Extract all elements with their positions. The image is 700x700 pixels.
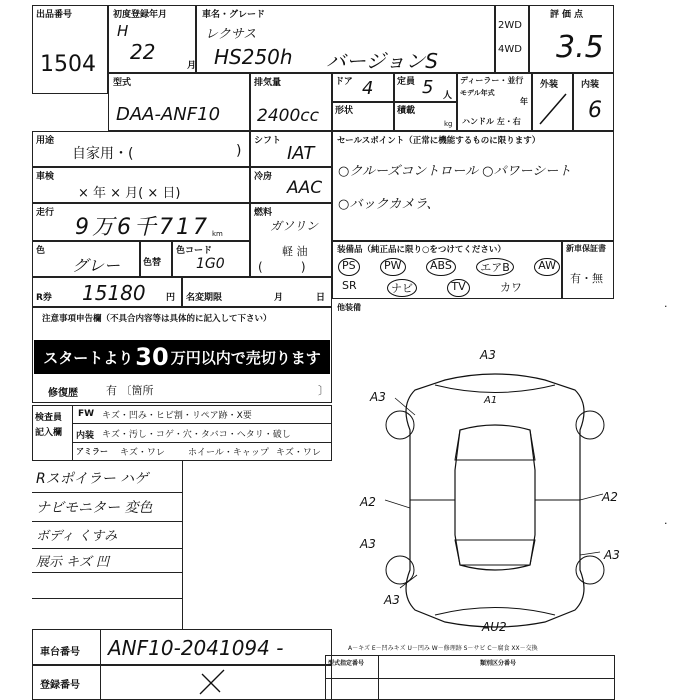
equipment-sr: SR [342, 279, 357, 292]
coupon-unit: 円 [166, 293, 176, 303]
load-label: 積載 [397, 106, 416, 116]
car-cabin-outline [455, 425, 535, 570]
dealer-label: ディーラー・並行 [460, 76, 524, 85]
mileage-label: 走行 [36, 208, 55, 218]
registration-era: H [117, 22, 129, 40]
inspection-value: × 年 × 月( × 日) [78, 186, 181, 201]
registration-label: 登録番号 [40, 680, 80, 691]
scan-dot-1: · [664, 300, 668, 313]
repair-history-label: 修復歴 [48, 388, 78, 399]
chassis-label: 車台番号 [40, 647, 80, 658]
mileage-value: 9万6千717 [75, 215, 210, 240]
inspector-hline-2 [72, 442, 332, 443]
fuel-value: ガソリン [270, 219, 319, 233]
usage-value: 自家用・( [72, 146, 134, 162]
color-code-value: 1G0 [196, 256, 225, 272]
title-change-day: 日 [316, 293, 326, 303]
shift-label: シフト [254, 136, 282, 146]
type-value: DAA-ANF10 [116, 104, 221, 125]
other-equipment-label: 他装備 [337, 303, 361, 312]
inspector-label-2: 記入欄 [35, 428, 63, 438]
diagram-mark-5: A2 [602, 490, 618, 504]
banner-amount: 30 [135, 343, 169, 371]
diagram-mark-4: A2 [360, 495, 376, 509]
type-label: 型式 [113, 78, 132, 88]
mileage-unit: km [212, 230, 223, 238]
first-registration-label: 初度登録年月 [113, 10, 168, 20]
model-grade-label: 車名・グレード [202, 10, 266, 20]
doors-label: ドア [335, 77, 353, 87]
fuel-paren: ( ) [258, 260, 306, 274]
drive-box [495, 5, 529, 73]
interior-value: 6 [588, 98, 602, 123]
fuel-label: 燃料 [254, 208, 273, 218]
inspector-interior-items: キズ・汚し・コゲ・穴・タバコ・ヘタリ・破し [102, 430, 291, 440]
shape-label: 形状 [335, 106, 354, 116]
inspector-label-1: 検査員 [35, 413, 63, 423]
inspection-label: 車検 [36, 172, 55, 182]
color-value: グレー [72, 256, 121, 275]
usage-close: ) [236, 143, 242, 159]
car-rear-window [455, 540, 535, 565]
model-grade-value: HS250h [214, 45, 293, 69]
diagram-mark-8: A3 [384, 593, 400, 607]
sales-points-line1: ○クルーズコントロール ○パワーシート [338, 164, 572, 179]
inspector-mirror-items: キズ・ワレ [120, 448, 165, 458]
inspector-wheel-label: ホイール・キャップ [188, 448, 269, 458]
mark-line-a2-right [580, 494, 603, 500]
score-label: 評価点 [550, 10, 587, 20]
wheel-front-left [386, 411, 414, 439]
notes-area-hline-2 [32, 521, 182, 522]
handwritten-note-3: ボディ くすみ [36, 529, 118, 544]
chassis-value: ANF10-2041094 - [108, 636, 284, 660]
inspector-vline-1 [72, 405, 73, 461]
drive-2wd: 2WD [498, 20, 522, 31]
title-change-month: 月 [274, 293, 284, 303]
new-car-warranty-label: 新車保証書 [566, 244, 606, 253]
car-trunk [435, 608, 555, 616]
registration-month-unit: 月 [187, 61, 197, 71]
score-value: 3.5 [556, 30, 604, 65]
color-change-label: 色替 [143, 258, 162, 268]
notes-area-hline-4 [32, 572, 182, 573]
exterior-slash [538, 92, 568, 126]
diagram-mark-9: AU2 [482, 620, 507, 634]
new-car-warranty-value: 有・無 [570, 272, 603, 285]
exterior-label: 外装 [540, 80, 559, 90]
equipment-label: 装備品（純正品に限り○をつけてください） [337, 245, 506, 255]
mark-line-a3-bottom [400, 575, 417, 588]
registration-cross [196, 668, 228, 700]
lot-number-value: 1504 [40, 52, 96, 77]
sale-banner [34, 340, 330, 374]
seats-label: 定員 [397, 77, 416, 87]
inspector-hline-1 [72, 423, 332, 424]
notes-area-vline [182, 461, 183, 629]
sales-points-box [332, 131, 614, 241]
seats-unit: 人 [443, 91, 453, 101]
equipment-leather: カワ [499, 281, 522, 294]
coupon-value: 15180 [82, 281, 146, 305]
equipment-airbag: エアB [476, 258, 514, 276]
title-change-label: 名変期限 [186, 293, 223, 303]
equipment-navi: ナビ [387, 279, 417, 297]
model-year-label: モデル年式 [460, 89, 495, 97]
car-windshield [455, 430, 535, 460]
coupon-label: R券 [36, 293, 52, 303]
handwritten-note-1: Rスポイラー ハゲ [36, 471, 149, 487]
scan-dot-2: · [664, 517, 668, 530]
handwritten-note-2: ナビモニター 変色 [36, 500, 153, 516]
registration-year: 22 [130, 40, 156, 64]
displacement-value: 2400cc [257, 106, 319, 126]
shift-value: IAT [287, 143, 315, 164]
inspector-wheel-items: キズ・ワレ [276, 448, 321, 458]
maker-name: レクサス [205, 27, 257, 42]
displacement-label: 排気量 [254, 78, 282, 88]
inspector-fw-items: キズ・凹み・ヒビ割・リペア跡・X要 [102, 411, 252, 421]
fuel-light: 軽 油 [282, 245, 308, 258]
drive-4wd: 4WD [498, 44, 522, 55]
notes-area-hline-1 [32, 492, 182, 493]
load-unit: kg [444, 120, 453, 128]
color-code-label: 色コード [176, 246, 213, 256]
seats-value: 5 [422, 77, 434, 98]
notes-area-hline-3 [32, 548, 182, 549]
inspector-fw-label: FW [78, 409, 95, 419]
type-approval-label: 型式指定番号 [328, 660, 365, 667]
equipment-ps: PS [338, 258, 360, 276]
type-approval-hline [325, 678, 615, 679]
wheel-front-right [576, 411, 604, 439]
diagram-mark-6: A3 [604, 548, 620, 562]
color-label: 色 [36, 246, 46, 256]
ac-value: AAC [287, 178, 323, 198]
grade-name: バージョンS [326, 49, 438, 73]
notes-label: 注意事項申告欄（不具合内容等は具体的に記入して下さい） [42, 314, 272, 324]
banner-post: 万円以内で売切ります [170, 348, 321, 367]
interior-label: 内装 [581, 80, 600, 90]
ac-label: 冷房 [254, 172, 273, 182]
handwritten-note-4: 展示 キズ 凹 [36, 555, 110, 570]
lot-number-label: 出品番号 [36, 10, 73, 20]
usage-label: 用途 [36, 136, 55, 146]
banner-pre: スタートより [43, 348, 134, 367]
usage-box [32, 131, 250, 167]
diagram-mark-3: A3 [370, 390, 386, 404]
diagram-mark-7: A3 [360, 537, 376, 551]
equipment-aw: AW [534, 258, 560, 276]
repair-history-value: 有 〔箇所 [106, 384, 154, 397]
repair-history-close: 〕 [318, 384, 329, 397]
equipment-abs: ABS [426, 258, 456, 276]
handle-label: ハンドル 左・右 [462, 117, 521, 126]
diagram-mark-1: A3 [480, 348, 496, 362]
notes-area-hline-5 [32, 598, 182, 599]
equipment-row2 [342, 279, 522, 297]
mark-line-a3-right [580, 552, 600, 555]
sales-points-label: セールスポイント（正常に機能するものに限ります） [337, 136, 541, 146]
mark-line-a2-left [385, 500, 410, 508]
doors-value: 4 [362, 78, 374, 99]
sales-points-line2: ○バックカメラ、 [338, 197, 440, 212]
inspector-interior-label: 内装 [76, 431, 95, 441]
damage-legend: A－キズ E－凹みキズ U－凹み W－修理跡 S－サビ C－腐食 XX－交換 [348, 645, 538, 652]
equipment-tv: TV [447, 279, 469, 297]
inspector-mirror-label: アミラー [76, 447, 108, 456]
equipment-pw: PW [380, 258, 406, 276]
diagram-mark-2: A1 [484, 395, 498, 406]
equipment-row1 [338, 258, 560, 276]
model-year-unit: 年 [520, 97, 528, 106]
classification-label: 類別区分番号 [480, 660, 517, 667]
car-hood [435, 385, 555, 393]
